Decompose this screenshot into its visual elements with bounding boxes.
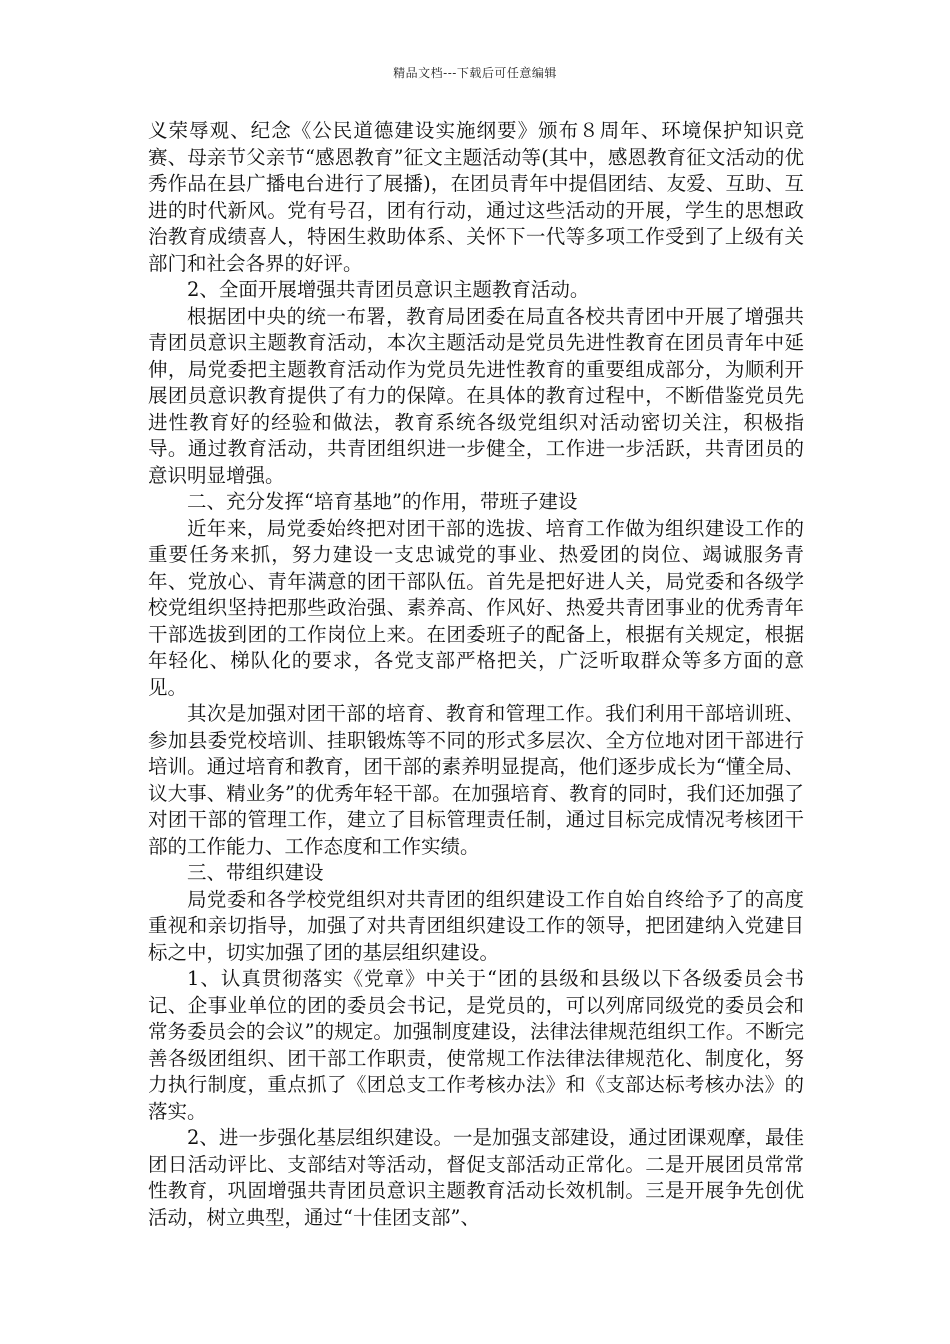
- paragraph-3: 根据团中央的统一布署，教育局团委在局直各校共青团中开展了增强共青团员意识主题教育活动，本次主题活动是党员先进性教育在团员青年中延伸，局党委把主题教育活动作为党员先进性教育的重要组成部分，为顺利开展团员意识教育提供了有力的保障。在具体的教育过程中，不断借鉴党员先进性教育好的经验和做法，教育系统各级党组织对活动密切关注，积极指导。通过教育活动，共青团组织进一步健全，工作进一步活跃，共青团员的意识明显增强。: [148, 304, 804, 487]
- paragraph-2: 2、全面开展增强共青团员意识主题教育活动。: [187, 278, 590, 301]
- paragraph-10: 2、进一步强化基层组织建设。一是加强支部建设，通过团课观摩，最佳团日活动评比、支部结对等活动，督促支部活动正常化。二是开展团员常常性教育，巩固增强共青团员意识主题教育活动长效机制。三是开展争先创优活动，树立典型，通过“十佳团支部”、: [148, 1126, 804, 1229]
- page-header: 精品文档---下载后可任意编辑: [393, 66, 557, 80]
- paragraph-1: 义荣辱观、纪念《公民道德建设实施纲要》颁布８周年、环境保护知识竞赛、母亲节父亲节“感恩教育”征文主题活动等(其中，感恩教育征文活动的优秀作品在县广播电台进行了展播)，在团员青年中提倡团结、友爱、互助、互进的时代新风。党有号召，团有行动，通过这些活动的开展，学生的思想政治教育成绩喜人，特困生救助体系、关怀下一代等多项工作受到了上级有关部门和社会各界的好评。: [148, 119, 804, 275]
- document-body: [148, 118, 804, 1231]
- paragraph-5: 近年来，局党委始终把对团干部的选拔、培育工作做为组织建设工作的重要任务来抓，努力建设一支忠诚党的事业、热爱团的岗位、竭诚服务青年、党放心、青年满意的团干部队伍。首先是把好进人关，局党委和各级学校党组织坚持把那些政治强、素养高、作风好、热爱共青团事业的优秀青年干部选拔到团的工作岗位上来。在团委班子的配备上，根据有关规定，根据年轻化、梯队化的要求，各党支部严格把关，广泛听取群众等多方面的意见。: [148, 516, 804, 699]
- paragraph-8: 局党委和各学校党组织对共青团的组织建设工作自始自终给予了的高度重视和亲切指导，加强了对共青团组织建设工作的领导，把团建纳入党建目标之中，切实加强了团的基层组织建设。: [148, 887, 804, 964]
- paragraph-9: 1、认真贯彻落实《党章》中关于“团的县级和县级以下各级委员会书记、企事业单位的团的委员会书记，是党员的，可以列席同级党的委员会和常务委员会的会议”的规定。加强制度建设，法律法律规范组织工作。不断完善各级团组织、团干部工作职责，使常规工作法律法律规范化、制度化，努力执行制度，重点抓了《团总支工作考核办法》和《支部达标考核办法》的落实。: [148, 967, 804, 1123]
- section-heading-3: 三、带组织建设: [187, 861, 324, 884]
- section-heading-2: 二、充分发挥“培育基地”的作用，带班子建设: [187, 490, 578, 513]
- paragraph-6: 其次是加强对团干部的培育、教育和管理工作。我们利用干部培训班、参加县委党校培训、挂职锻炼等不同的形式多层次、全方位地对团干部进行培训。通过培育和教育，团干部的素养明显提高，他们逐步成长为“懂全局、议大事、精业务”的优秀年轻干部。在加强培育、教育的同时，我们还加强了对团干部的管理工作，建立了目标管理责任制，通过目标完成情况考核团干部的工作能力、工作态度和工作实绩。: [148, 702, 804, 858]
